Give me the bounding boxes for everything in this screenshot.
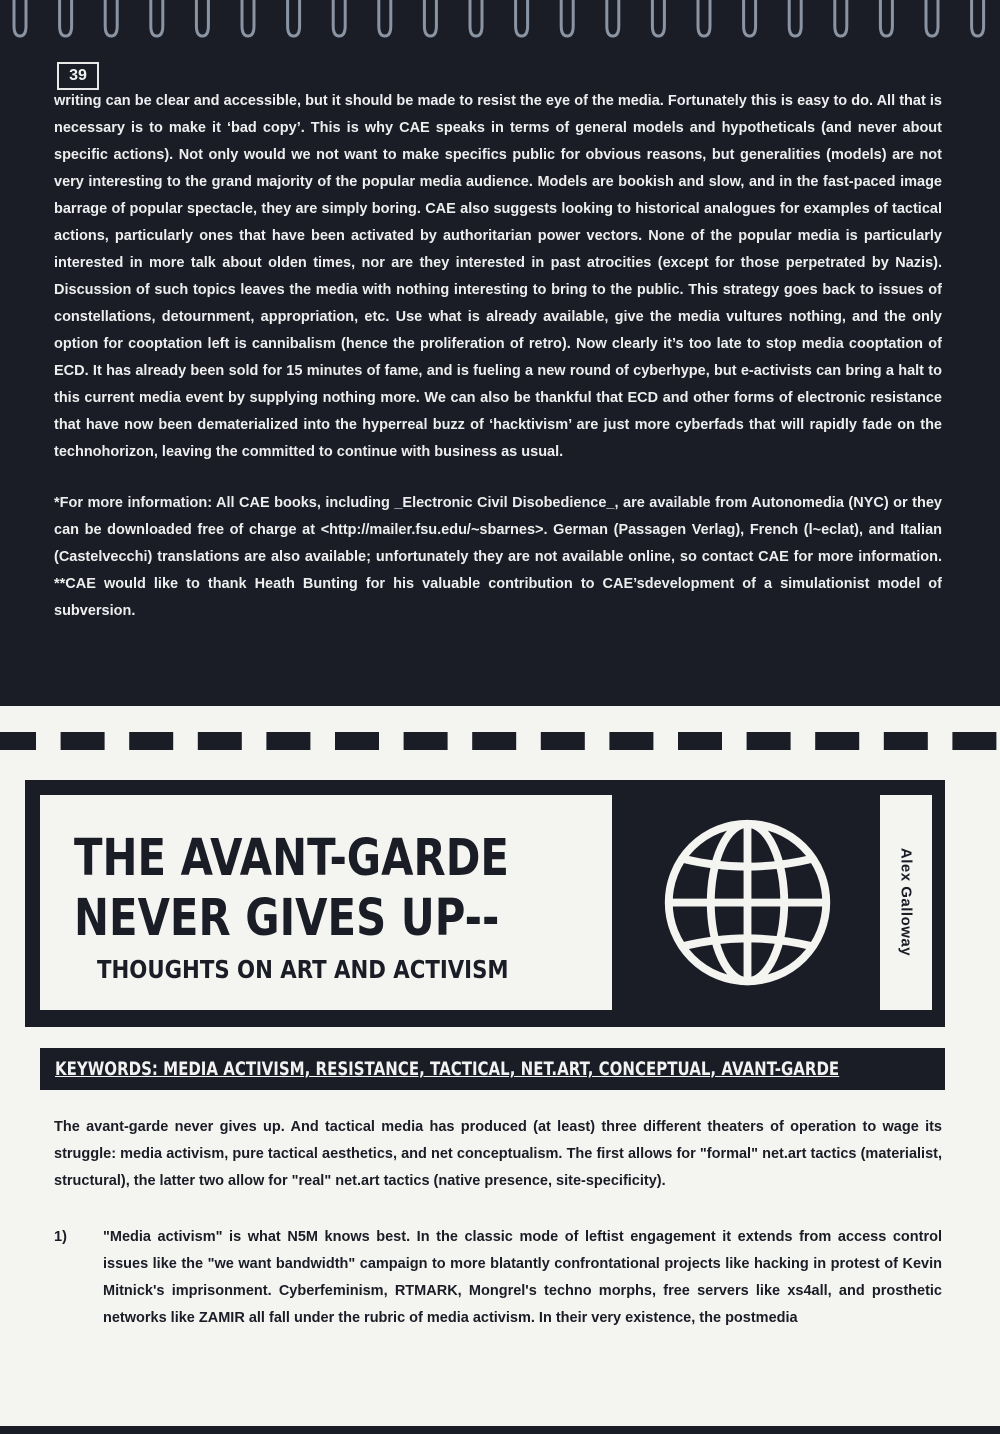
- binding-ring: [652, 0, 664, 36]
- binding-ring: [379, 0, 391, 36]
- binding-ring: [972, 0, 984, 36]
- dash-segment: [609, 732, 653, 750]
- keywords-text: KEYWORDS: MEDIA ACTIVISM, RESISTANCE, TACTICAL, NET.ART, CONCEPTUAL, AVANT-GARDE: [55, 1058, 840, 1080]
- previous-article-section: [0, 0, 1000, 706]
- bottom-edge: [0, 1426, 1000, 1434]
- dash-segment: [61, 732, 105, 750]
- binding-ring: [880, 0, 892, 36]
- dash-segment: [884, 732, 928, 750]
- dash-segment: [198, 732, 242, 750]
- dashed-separator: [0, 732, 1000, 750]
- dash-segment: [472, 732, 516, 750]
- globe-icon: [660, 815, 835, 990]
- binding-ring: [151, 0, 163, 36]
- binding-ring: [516, 0, 528, 36]
- article-subtitle: THOUGHTS ON ART AND ACTIVISM: [97, 955, 509, 984]
- dash-segment: [0, 732, 36, 750]
- list-item-number: 1): [54, 1229, 67, 1245]
- article-header: [25, 780, 945, 1027]
- title-line-1: THE AVANT-GARDE: [74, 829, 509, 888]
- dash-segment: [541, 732, 585, 750]
- dash-segment: [335, 732, 379, 750]
- dash-segment: [266, 732, 310, 750]
- dash-segment: [815, 732, 859, 750]
- dash-segment: [129, 732, 173, 750]
- binding-ring: [333, 0, 345, 36]
- title-line-2: NEVER GIVES UP--: [74, 889, 500, 948]
- binding-ring: [60, 0, 72, 36]
- article-title: [74, 829, 509, 949]
- binding-ring: [14, 0, 26, 36]
- binding-ring: [470, 0, 482, 36]
- page-number: 39: [57, 62, 99, 90]
- intro-paragraph: The avant-garde never gives up. And tactical media has produced (at least) three different theaters of operation to wage its struggle: media activism, pure tactical aesthetics, and net conceptualism. The first allows for "formal" net.art tactics (materialist, structural), the latter two allow for "real" net.art tactics (native presence, site-specificity).: [54, 1119, 942, 1189]
- list-item-text: "Media activism" is what N5M knows best. In the classic mode of leftist engagement it extends from access control issues like the "we want bandwidth" campaign to more blatantly confrontational projects like hacking in protest of Kevin Mitnick's imprisonment. Cyberfeminism, RTMARK, Mongrel's techno morphs, free servers like xs4all, and prosthetic networks like ZAMIR all fall under the rubric of media activism. In their very existence, the postmedia: [103, 1229, 942, 1326]
- binding-ring: [789, 0, 801, 36]
- author-panel: [880, 795, 932, 1010]
- binding-ring: [607, 0, 619, 36]
- footnote-paragraph: *For more information: All CAE books, including _Electronic Civil Disobedience_, are available from Autonomedia (NYC) or they can be downloaded free of charge at <http://mailer.fsu.edu/~sbarnes>. German (Passagen Verlag), French (l~eclat), and Italian (Castelvecchi) translations are also available; unfortunately they are not available online, so contact CAE for more information. **CAE would like to thank Heath Bunting for his valuable contribution to CAE’sdevelopment of a simulationist model of subversion.: [54, 495, 942, 619]
- binding-ring: [288, 0, 300, 36]
- spiral-binding-icon: [0, 0, 1000, 40]
- binding-ring: [561, 0, 573, 36]
- dash-segment: [678, 732, 722, 750]
- binding-ring: [744, 0, 756, 36]
- binding-ring: [196, 0, 208, 36]
- author-name: Alex Galloway: [897, 847, 915, 957]
- dash-segment: [404, 732, 448, 750]
- binding-ring: [242, 0, 254, 36]
- paragraph: writing can be clear and accessible, but it should be made to resist the eye of the media. Fortunately this is easy to do. All that is necessary is to make it ‘bad copy’. This is why CAE speaks in terms of general models and hypotheticals (and never about specific actions). Not only would we not want to make specifics public for obvious reasons, but generalities (models) are not very interesting to the grand majority of the popular media audience. Models are bookish and slow, and in the fast-paced image barrage of popular spectacle, they are simply boring. CAE also suggests looking to historical analogues for examples of tactical actions, particularly ones that have been activated by authoritarian power vectors. None of the popular media is particularly interested in more talk about olden times, nor are they interested in past atrocities (except for those perpetrated by Nazis). Discussion of such topics leaves the media with nothing interesting to bring to the public. This strategy goes back to issues of constellations, detournment, appropriation, etc. Use what is already available, give the media vultures nothing, and the only option for cooptation left is cannibalism (hence the proliferation of retro). Now clearly it’s too late to stop media cooptation of ECD. It has already been sold for 15 minutes of fame, and is fueling a new round of cyberhype, but e-activists can bring a halt to this current media event by supplying nothing more. We can also be thankful that ECD and other forms of electronic resistance that have now been dematerialized into the hyperreal buzz of ‘hacktivism’ are just more cyberfads that will rapidly fade on the technohorizon, leaving the committed to continue with business as usual.: [54, 93, 942, 460]
- binding-ring: [835, 0, 847, 36]
- previous-article-text: [54, 88, 942, 625]
- title-panel: [40, 795, 612, 1010]
- keywords-bar: [40, 1048, 945, 1090]
- binding-ring: [926, 0, 938, 36]
- dash-segment: [952, 732, 996, 750]
- binding-ring: [105, 0, 117, 36]
- binding-ring: [424, 0, 436, 36]
- binding-ring: [698, 0, 710, 36]
- dash-segment: [747, 732, 791, 750]
